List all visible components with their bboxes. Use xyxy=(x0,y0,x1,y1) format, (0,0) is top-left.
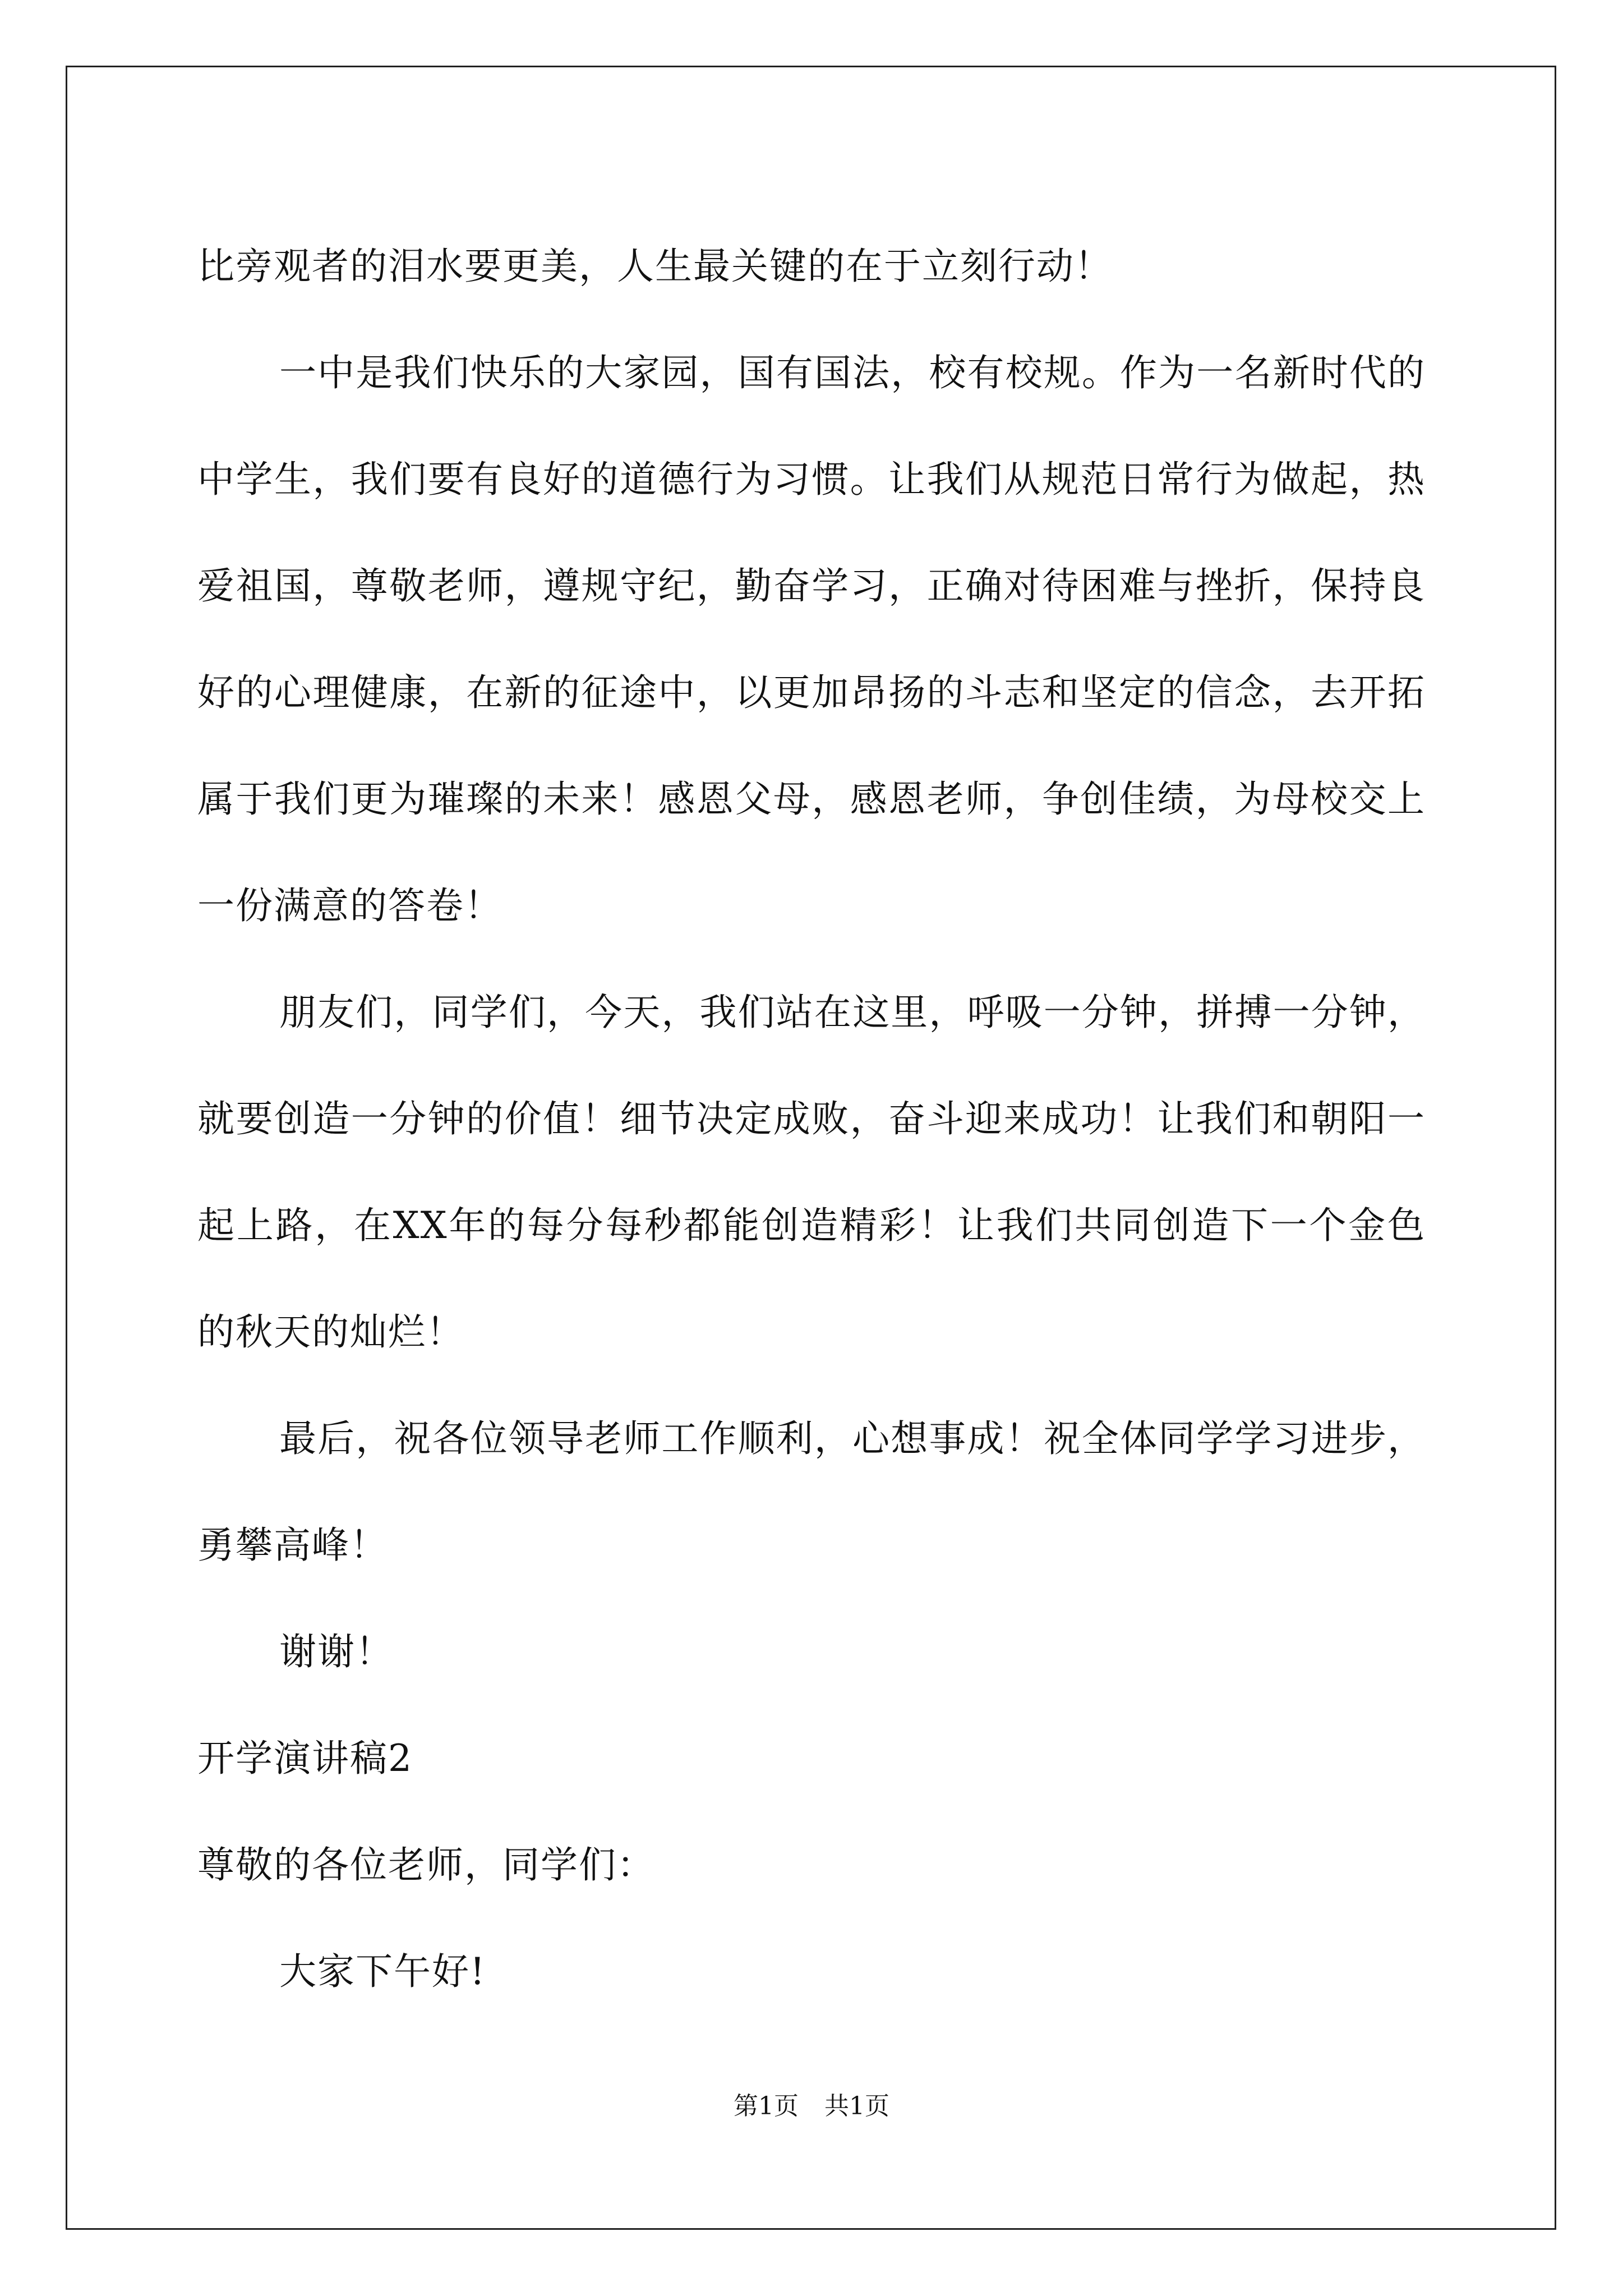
paragraph-opening-line: 比旁观者的泪水要更美，人生最关键的在于立刻行动！ xyxy=(197,245,1113,288)
paragraph-friends-classmates: 朋友们，同学们，今天，我们站在这里，呼吸一分钟，拼搏一分钟，就要创造一分钟的价值！细节决定成败，奋斗迎来成功！让我们和朝阳一起上路，在XX年的每分每秒都能创造精彩！让我们共同创造下一个金色的秋天的灿烂！ xyxy=(197,991,1426,1354)
page-footer xyxy=(0,2090,1623,2123)
page-number-current: 第1页 xyxy=(734,2092,799,2120)
paragraph-thanks: 谢谢！ xyxy=(279,1630,394,1673)
section-title-speech-2: 开学演讲稿2 xyxy=(197,1737,413,1780)
paragraph-best-wishes: 最后，祝各位领导老师工作顺利，心想事成！祝全体同学学习进步，勇攀高峰！ xyxy=(197,1417,1426,1567)
salutation: 尊敬的各位老师，同学们： xyxy=(197,1843,655,1887)
page-number-total: 共1页 xyxy=(824,2092,889,2120)
document-body xyxy=(197,213,1426,2025)
paragraph-school-rules: 一中是我们快乐的大家园，国有国法，校有校规。作为一名新时代的中学生，我们要有良好的道德行为习惯。让我们从规范日常行为做起，热爱祖国，尊敬老师，遵规守纪，勤奋学习，正确对待困难与挫折，保持良好的心理健康，在新的征途中，以更加昂扬的斗志和坚定的信念，去开拓属于我们更为璀璨的未来！感恩父母，感恩老师，争创佳绩，为母校交上一份满意的答卷！ xyxy=(197,351,1426,927)
greeting: 大家下午好! xyxy=(279,1950,486,1993)
